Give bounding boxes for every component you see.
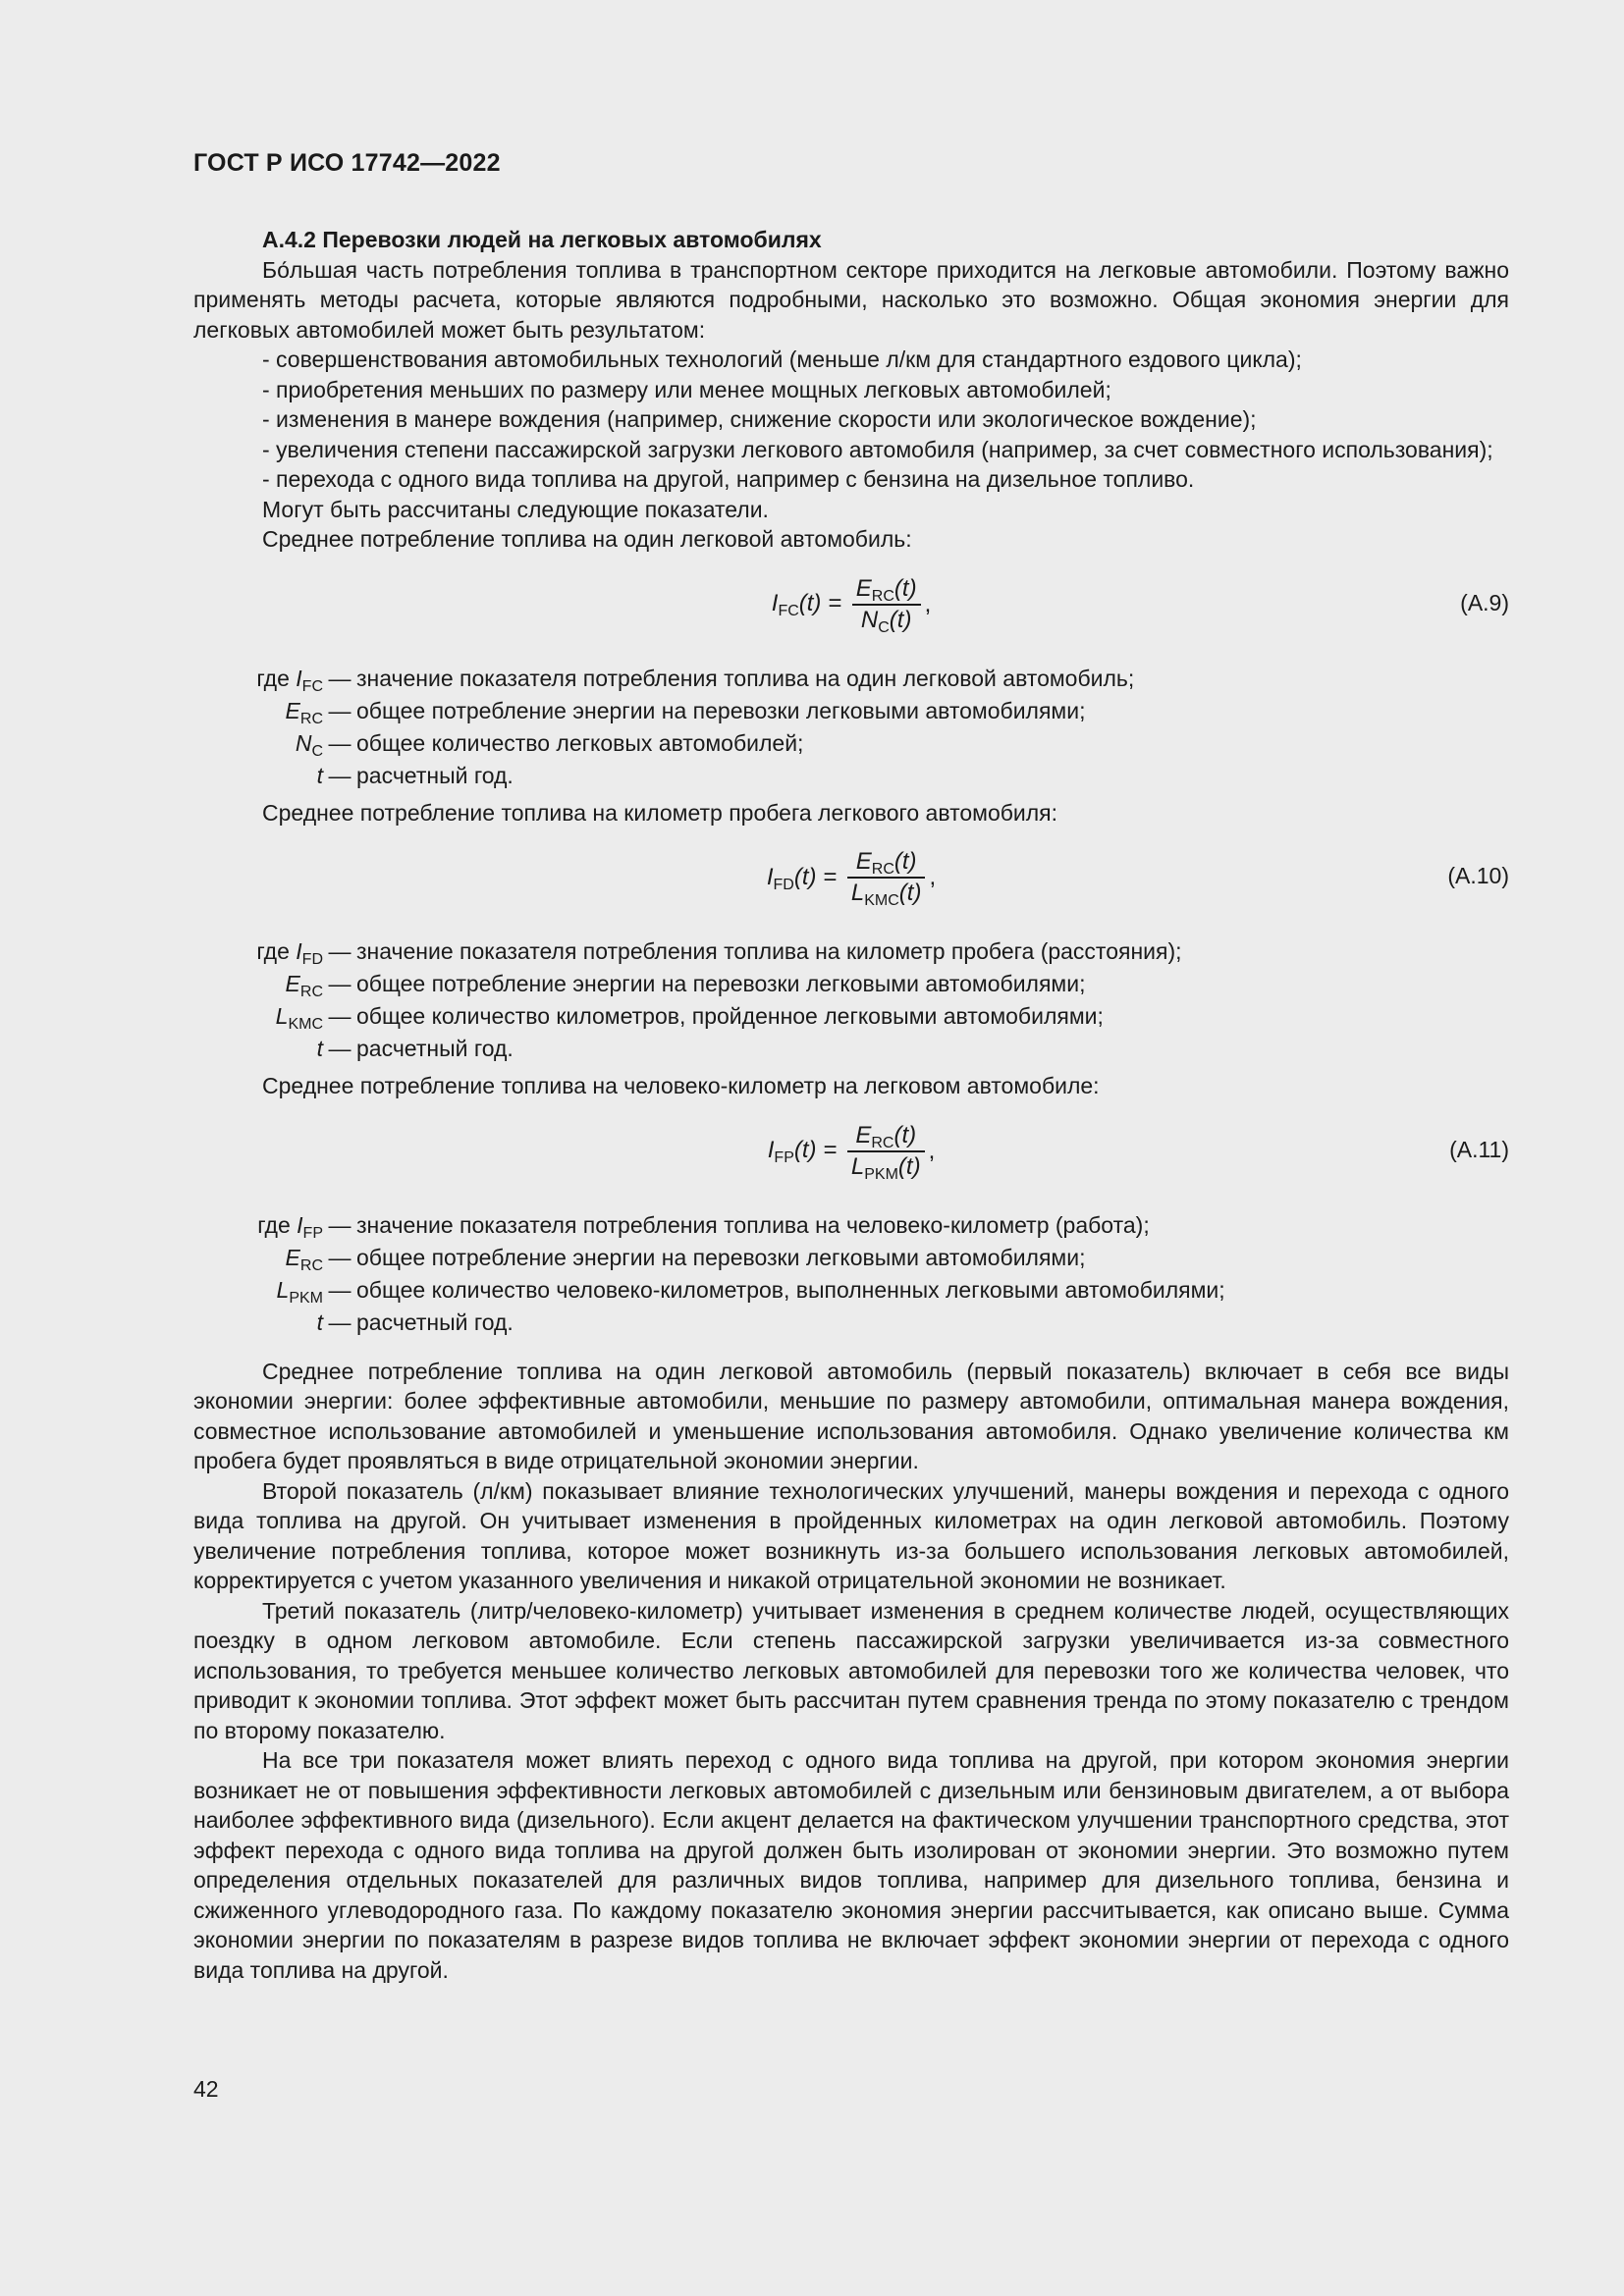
indicators-intro: Могут быть рассчитаны следующие показатели.: [262, 496, 769, 522]
equation-number: (A.10): [1447, 863, 1509, 888]
formula-expression: $I_{FD}(t)$ = $\frac{E_{RC}(t)}{L_{KMC}(t)}$ ,: [766, 848, 937, 909]
definition-row: $E_{RC}$ — общее потребление энергии на перевозки легковыми автомобилями;: [285, 1244, 1086, 1274]
definition-row: $E_{RC}$ — общее потребление энергии на перевозки легковыми автомобилями;: [285, 697, 1086, 727]
bullet-item: - совершенствования автомобильных технологий (меньше л/км для стандартного ездового цикла);: [262, 347, 1302, 372]
section-title: А.4.2 Перевозки людей на легковых автомобилях: [262, 227, 822, 252]
formula-expression: $I_{FC}(t)$ = $\frac{E_{RC}(t)}{N_C(t)}$ ,: [771, 574, 932, 636]
definition-row: где $I_{FP}$ — значение показателя потребления топлива на человеко-километр (работа);: [257, 1211, 1150, 1242]
intro-paragraph: Бо́льшая часть потребления топлива в транспортном секторе приходится на легковые автомобили. Поэтому важно применять методы расчета, которые являются подробными, насколько это возможно. Общая экономия энергии для легковых автомобилей может быть результатом:: [193, 256, 1509, 343]
definition-row: $L_{PKM}$ — общее количество человеко-километров, выполненных легковыми автомобилями;: [276, 1276, 1225, 1307]
body-paragraph: Среднее потребление топлива на один легковой автомобиль (первый показатель) включает в себя все виды экономии энергии: более эффективные автомобили, меньшие по размеру автомобили, оптимальная манера вождения, совместное использование автомобилей и уменьшение использования автомобиля. Однако увеличение количества км пробега будет проявляться в виде отрицательной экономии энергии.: [193, 1358, 1509, 1473]
definition-row: t — расчетный год.: [316, 762, 514, 788]
body-paragraph: Второй показатель (л/км) показывает влияние технологических улучшений, манеры вождения и перехода с одного вида топлива на другой. Он учитывает изменения в пройденных километрах на один легковой автомобиль. Поэтому увеличение потребления топлива, которое может возникнуть из-за большего использования легковых автомобилей, корректируется с учетом указанного увеличения и никакой отрицательной экономии не возникает.: [193, 1477, 1509, 1593]
definition-row: где $I_{FC}$ — значение показателя потребления топлива на один легковой автомобиль;: [256, 665, 1135, 695]
bullet-item: - приобретения меньших по размеру или менее мощных легковых автомобилей;: [262, 376, 1111, 402]
formula-fraction: $\frac{E_{RC}(t)}{N_C(t)}$: [852, 574, 921, 635]
definition-row: $L_{KMC}$ — общее количество километров, пройденное легковыми автомобилями;: [275, 1003, 1104, 1033]
formula-a9: [193, 562, 1509, 657]
document-code: ГОСТ Р ИСО 17742—2022: [193, 149, 501, 177]
bullet-item: - перехода с одного вида топлива на другой, например с бензина на дизельное топливо.: [262, 466, 1195, 492]
definition-row: t — расчетный год.: [316, 1036, 514, 1061]
formula-definitions: [193, 663, 1509, 792]
formula-fraction: $\frac{E_{RC}(t)}{L_{KMC}(t)}$: [847, 847, 926, 908]
body-paragraph: Третий показатель (литр/человеко-километр) учитывает изменения в среднем количестве людей, осуществляющих поездку в одном легковом автомобиле. Если степень пассажирской загрузки увеличивается из-за совместного использования, то требуется меньшее количество легковых автомобилей для перевозки того же количества человек, что приводит к экономии топлива. Этот эффект может быть рассчитан путем сравнения тренда по этому показателю с трендом по второму показателю.: [193, 1597, 1509, 1743]
document-body: [193, 225, 1509, 1985]
formula-a10: [193, 835, 1509, 930]
formula-definitions: [193, 935, 1509, 1065]
formula-intro: Среднее потребление топлива на человеко-километр на легковом автомобиле:: [262, 1073, 1100, 1098]
document-page: [193, 0, 1509, 2296]
bullet-item: - увеличения степени пассажирской загрузки легкового автомобиля (например, за счет совместного использования);: [262, 436, 1493, 462]
formula-intro: Среднее потребление топлива на километр пробега легкового автомобиля:: [262, 799, 1058, 826]
body-paragraph: На все три показателя может влиять переход с одного вида топлива на другой, при котором экономия энергии возникает не от повышения эффективности легковых автомобилей с дизельным или бензиновым двигателем, а от выбора наиболее эффективного вида (дизельного). Если акцент делается на фактическом улучшении транспортного средства, этот эффект перехода с одного вида топлива на другой должен быть изолирован от экономии энергии. Это возможно путем определения отдельных показателей для различных видов топлива, например для дизельного топлива, бензина и сжиженного углеводородного газа. По каждому показателю экономия энергии рассчитывается, как описано выше. Сумма экономии энергии по показателям в разрезе видов топлива не включает эффект экономии энергии от перехода с одного вида топлива на другой.: [193, 1747, 1509, 1983]
definition-row: $E_{RC}$ — общее потребление энергии на перевозки легковыми автомобилями;: [285, 971, 1086, 1000]
equation-number: (A.11): [1449, 1136, 1509, 1162]
definition-row: t — расчетный год.: [316, 1308, 514, 1335]
equation-number: (A.9): [1460, 589, 1509, 615]
definition-row: где $I_{FD}$ — значение показателя потребления топлива на километр пробега (расстояния);: [256, 938, 1182, 968]
formula-intro: Среднее потребление топлива на один легковой автомобиль:: [262, 526, 912, 552]
formula-expression: $I_{FP}(t)$ = $\frac{E_{RC}(t)}{L_{PKM}(t)}$ ,: [767, 1121, 936, 1183]
formula-definitions: [193, 1209, 1509, 1339]
formula-a11: [193, 1109, 1509, 1203]
bullet-item: - изменения в манере вождения (например, снижение скорости или экологическое вождение);: [262, 406, 1257, 432]
page-number: 42: [193, 2076, 219, 2102]
definition-row: $N_C$ — общее количество легковых автомобилей;: [295, 729, 804, 760]
formula-fraction: $\frac{E_{RC}(t)}{L_{PKM}(t)}$: [847, 1121, 925, 1182]
